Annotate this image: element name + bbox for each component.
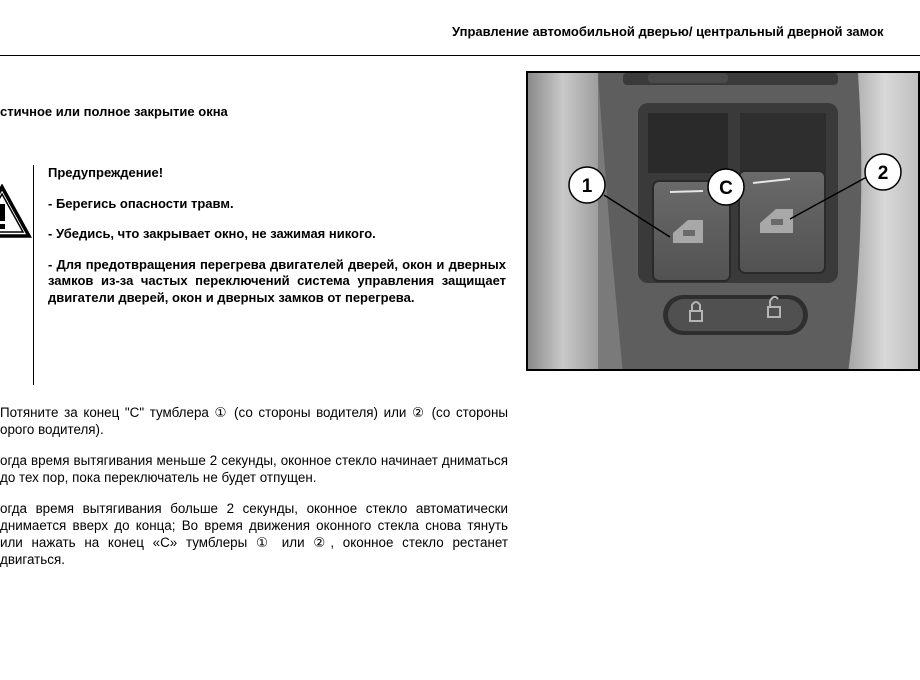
window-switch-photo xyxy=(526,71,920,371)
callout-2 xyxy=(865,154,901,190)
instruction-paragraph: огда время вытягивания меньше 2 секунды, оконное стекло начинает дниматься до тех пор, пока переключатель не будет отпущен. xyxy=(0,453,508,485)
section-title: стичное или полное закрытие окна xyxy=(0,104,228,119)
warning-box xyxy=(48,165,506,320)
warning-item: - Убедись, что закрывает окно, не зажимая никого. xyxy=(48,226,376,241)
svg-text:C: C xyxy=(719,178,733,199)
callout-1 xyxy=(569,167,605,203)
instructions xyxy=(0,404,508,582)
instruction-paragraph: Потяните за конец "C" тумблера ① (со стороны водителя) или ② (со стороны орого водителя). xyxy=(0,405,508,437)
warning-heading: Предупреждение! xyxy=(48,165,164,180)
instruction-paragraph: огда время вытягивания больше 2 секунды, оконное стекло автоматически днимается вверх до конца; Во время движения оконного стекла снова тянуть или нажать на конец «C» тумблеры ① или ②, оконное стекло рестанет двигаться. xyxy=(0,501,508,567)
page-header-title: Управление автомобильной дверью/ центральный дверной замок xyxy=(452,24,884,39)
svg-text:2: 2 xyxy=(877,163,889,184)
callout-c xyxy=(708,169,744,205)
warning-item: - Для предотвращения перегрева двигателей дверей, окон и дверных замков из-за частых переключений система управления защищает двигатели дверей, окон и дверных замков от перегрева. xyxy=(48,256,506,305)
svg-text:1: 1 xyxy=(581,176,593,197)
warning-item: - Берегись опасности травм. xyxy=(48,195,234,211)
warning-divider xyxy=(33,165,34,385)
header-divider xyxy=(0,55,920,56)
warning-triangle-icon xyxy=(0,184,32,240)
